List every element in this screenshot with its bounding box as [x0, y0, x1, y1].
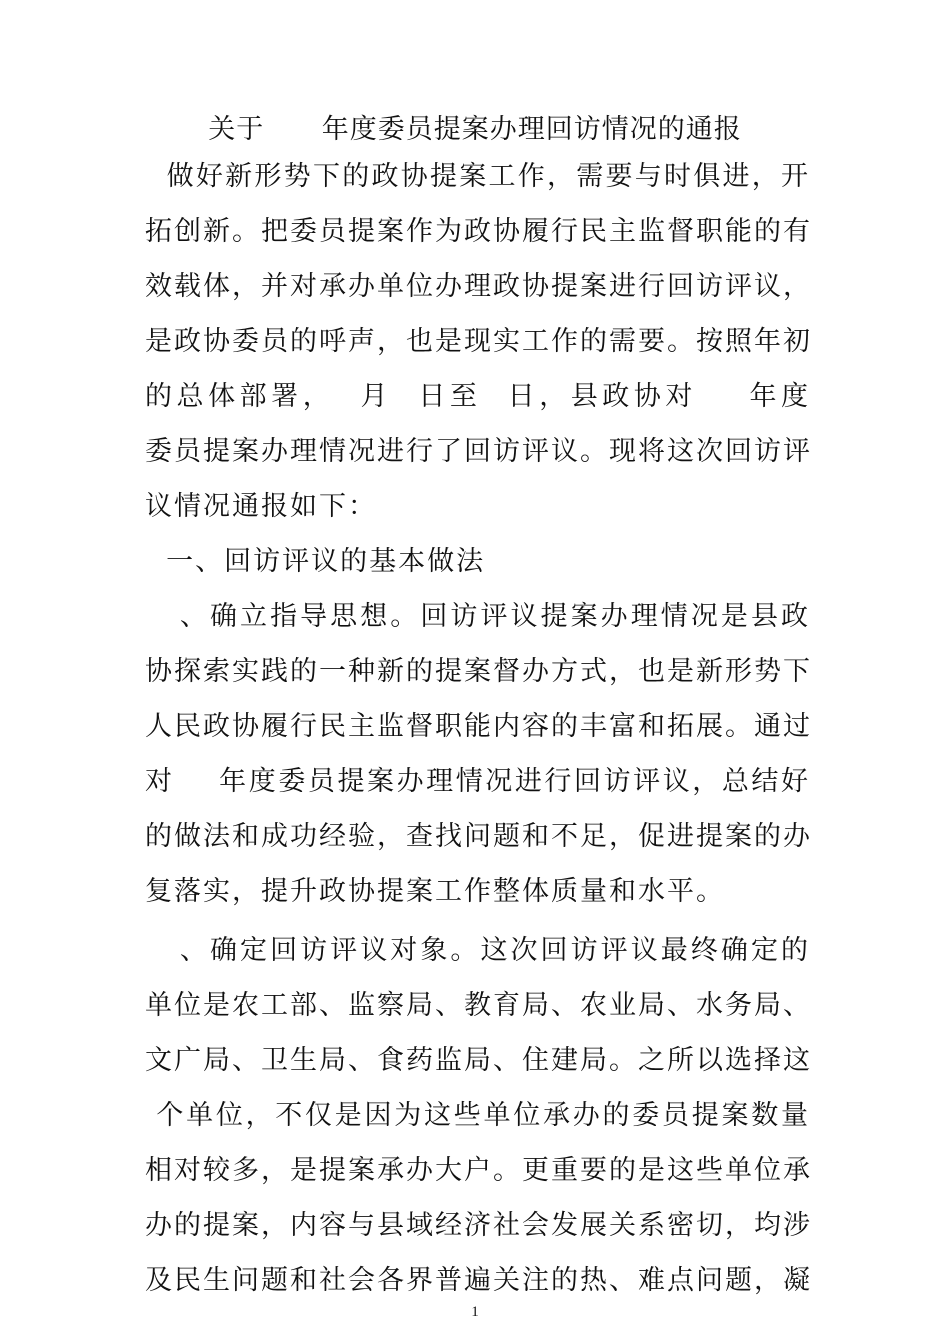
paragraph-line: 协探索实践的一种新的提案督办方式，也是新形势下 — [145, 656, 812, 687]
paragraph-line: 做好新形势下的政协提案工作，需要与时俱进，开 — [145, 161, 810, 192]
section-heading: 一、回访评议的基本做法 — [145, 546, 486, 577]
paragraph-line: 委员提案办理情况进行了回访评议。现将这次回访评 — [145, 436, 812, 467]
paragraph-line: 个单位，不仅是因为这些单位承办的委员提案数量 — [145, 1100, 810, 1131]
paragraph-line: 拓创新。把委员提案作为政协履行民主监督职能的有 — [145, 216, 812, 247]
paragraph-line: 复落实，提升政协提案工作整体质量和水平。 — [145, 876, 725, 907]
paragraph-line: 议情况通报如下： — [145, 491, 377, 522]
paragraph-line: 效载体，并对承办单位办理政协提案进行回访评议， — [145, 271, 812, 302]
paragraph-line: 、确立指导思想。回访评议提案办理情况是县政 — [145, 601, 810, 632]
paragraph-line: 对 年度委员提案办理情况进行回访评议，总结好 — [145, 766, 810, 797]
paragraph-line: 、确定回访评议对象。这次回访评议最终确定的 — [145, 935, 810, 966]
paragraph-line: 办的提案，内容与县域经济社会发展关系密切，均涉 — [145, 1210, 812, 1241]
paragraph-line: 人民政协履行民主监督职能内容的丰富和拓展。通过 — [145, 711, 812, 742]
paragraph-line: 的总体部署， 月 日至 日，县政协对 年度 — [145, 381, 810, 412]
paragraph-line: 单位是农工部、监察局、教育局、农业局、水务局、 — [145, 990, 812, 1021]
paragraph-line: 是政协委员的呼声，也是现实工作的需要。按照年初 — [145, 326, 812, 357]
document-title: 关于 年度委员提案办理回访情况的通报 — [208, 114, 742, 145]
paragraph-line: 的做法和成功经验，查找问题和不足，促进提案的办 — [145, 821, 812, 852]
paragraph-line: 相对较多，是提案承办大户。更重要的是这些单位承 — [145, 1155, 812, 1186]
paragraph-line: 文广局、卫生局、食药监局、住建局。之所以选择这 — [145, 1045, 812, 1076]
paragraph-line: 及民生问题和社会各界普遍关注的热、难点问题，凝 — [145, 1265, 812, 1296]
page-number: 1 — [471, 1304, 479, 1320]
